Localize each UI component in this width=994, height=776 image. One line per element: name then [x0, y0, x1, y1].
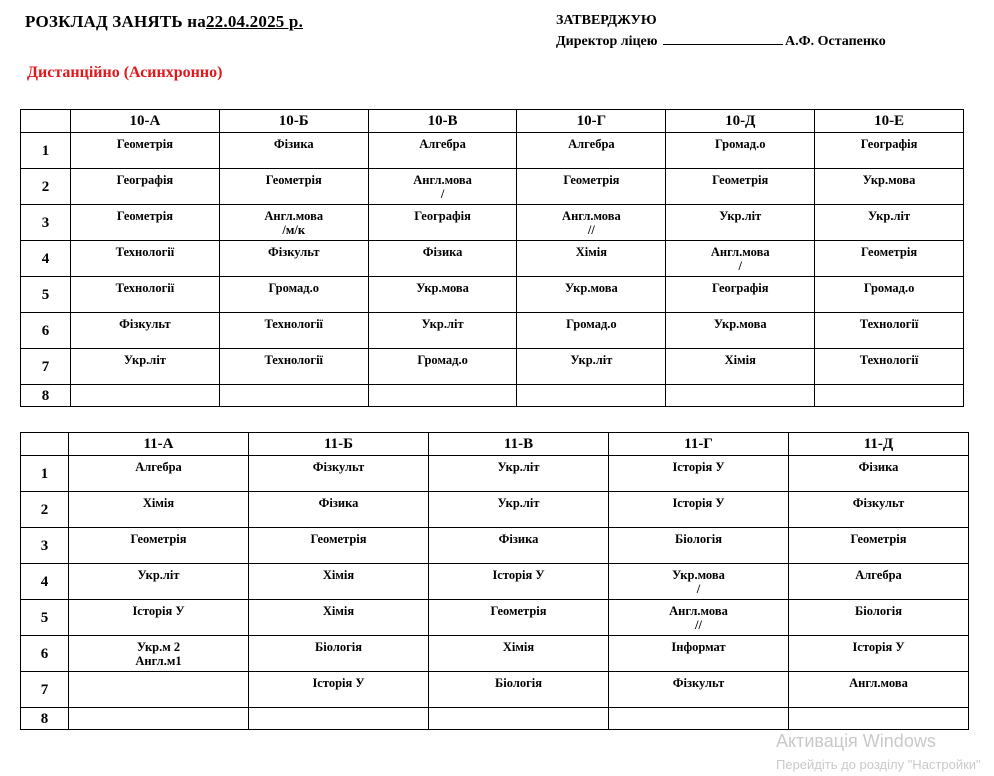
- subject-cell: [368, 313, 517, 349]
- lesson-number: 6: [21, 636, 69, 672]
- subject-name: Географія: [860, 137, 918, 151]
- subject-name: Громад.о: [417, 353, 468, 367]
- subject-cell: [666, 133, 815, 169]
- table-row: [21, 708, 969, 730]
- subject-cell: [789, 636, 969, 672]
- subject-name: Громад.о: [268, 281, 319, 295]
- subject-name: Хімія: [322, 604, 355, 618]
- lesson-number: 8: [21, 708, 69, 730]
- subject-name: [69, 708, 248, 712]
- approve-position: Директор ліцею: [556, 34, 658, 49]
- class-header: 10-Б: [219, 110, 368, 133]
- subject-name: Фізкульт: [852, 496, 905, 510]
- subject-name: Технології: [264, 353, 324, 367]
- subject-cell: [666, 277, 815, 313]
- subject-cell: [429, 600, 609, 636]
- subject-cell: [249, 708, 429, 730]
- subject-name: Технології: [115, 245, 175, 259]
- subject-name: Фізика: [273, 137, 314, 151]
- subject-cell: [429, 636, 609, 672]
- table-row: [21, 492, 969, 528]
- subject-cell: [789, 528, 969, 564]
- subject-name: Фізика: [318, 496, 359, 510]
- lesson-number: 6: [21, 313, 71, 349]
- subject-name: Фізика: [498, 532, 539, 546]
- subject-cell: [815, 241, 964, 277]
- subject-name: [220, 385, 368, 389]
- subject-name: Англ.мова //: [669, 604, 728, 632]
- subject-cell: [368, 169, 517, 205]
- subject-name: Геометрія: [116, 209, 173, 223]
- subject-name: Укр.літ: [868, 209, 911, 223]
- subject-cell: [69, 600, 249, 636]
- class-header: 11-А: [69, 433, 249, 456]
- watermark-line2: Перейдіть до розділу "Настройки": [776, 757, 981, 772]
- learning-mode: Дистанційно (Асинхронно): [27, 64, 223, 81]
- subject-name: Англ.мова: [849, 676, 908, 690]
- class-header: 11-Б: [249, 433, 429, 456]
- subject-name: Укр.літ: [123, 353, 166, 367]
- subject-name: Хімія: [502, 640, 535, 654]
- subject-cell: [429, 456, 609, 492]
- subject-cell: [368, 349, 517, 385]
- subject-cell: [249, 600, 429, 636]
- approve-title: ЗАТВЕРДЖУЮ: [556, 13, 657, 28]
- subject-cell: [789, 564, 969, 600]
- subject-cell: [815, 313, 964, 349]
- subject-cell: [249, 492, 429, 528]
- subject-name: Укр.літ: [497, 460, 540, 474]
- subject-name: Алгебра: [855, 568, 902, 582]
- subject-name: Технології: [115, 281, 175, 295]
- table-row: [21, 456, 969, 492]
- class-header: 11-Г: [609, 433, 789, 456]
- subject-name: Англ.мова /м/к: [264, 209, 324, 237]
- table-row: [21, 241, 964, 277]
- subject-name: Технології: [859, 353, 919, 367]
- subject-cell: [429, 492, 609, 528]
- subject-name: [517, 385, 665, 389]
- subject-name: [249, 708, 428, 712]
- subject-name: Укр.мова /: [672, 568, 725, 596]
- subject-name: Укр.літ: [570, 353, 613, 367]
- subject-name: Геометрія: [116, 137, 173, 151]
- subject-cell: [517, 313, 666, 349]
- lesson-number: 4: [21, 241, 71, 277]
- subject-name: Технології: [264, 317, 324, 331]
- subject-name: [71, 385, 219, 389]
- subject-cell: [368, 205, 517, 241]
- subject-name: Алгебра: [135, 460, 182, 474]
- subject-cell: [249, 636, 429, 672]
- grade11-schedule-table: [20, 432, 969, 730]
- subject-cell: [609, 456, 789, 492]
- windows-activation-watermark: [776, 730, 981, 772]
- class-header: 10-Г: [517, 110, 666, 133]
- title-prefix: РОЗКЛАД ЗАНЯТЬ на: [25, 12, 206, 31]
- subject-name: [789, 708, 968, 712]
- table-header-row: [21, 433, 969, 456]
- subject-cell: [789, 456, 969, 492]
- subject-name: Громад.о: [566, 317, 617, 331]
- subject-cell: [71, 313, 220, 349]
- subject-cell: [815, 385, 964, 407]
- subject-cell: [815, 205, 964, 241]
- subject-cell: [69, 708, 249, 730]
- subject-cell: [219, 169, 368, 205]
- class-header: 10-Е: [815, 110, 964, 133]
- subject-cell: [219, 241, 368, 277]
- subject-name: Укр.літ: [421, 317, 464, 331]
- subject-cell: [609, 600, 789, 636]
- subject-name: Історія У: [492, 568, 545, 582]
- subject-cell: [249, 528, 429, 564]
- subject-cell: [69, 636, 249, 672]
- subject-cell: [666, 169, 815, 205]
- subject-cell: [368, 385, 517, 407]
- table-row: [21, 277, 964, 313]
- subject-cell: [666, 385, 815, 407]
- subject-cell: [609, 528, 789, 564]
- subject-cell: [609, 492, 789, 528]
- subject-cell: [219, 349, 368, 385]
- class-header: 10-А: [71, 110, 220, 133]
- lesson-number: 7: [21, 349, 71, 385]
- subject-cell: [69, 492, 249, 528]
- subject-cell: [609, 708, 789, 730]
- subject-cell: [517, 385, 666, 407]
- subject-name: Фізкульт: [268, 245, 320, 259]
- subject-name: Географія: [414, 209, 471, 223]
- subject-cell: [517, 241, 666, 277]
- subject-cell: [69, 528, 249, 564]
- subject-cell: [517, 205, 666, 241]
- subject-cell: [517, 169, 666, 205]
- subject-name: [369, 385, 517, 389]
- subject-cell: [368, 241, 517, 277]
- subject-cell: [789, 492, 969, 528]
- subject-name: Технології: [859, 317, 919, 331]
- subject-name: Історія У: [672, 460, 725, 474]
- subject-name: Геометрія: [861, 245, 918, 259]
- lesson-number: 2: [21, 492, 69, 528]
- subject-cell: [609, 672, 789, 708]
- lesson-number: 1: [21, 456, 69, 492]
- subject-cell: [429, 708, 609, 730]
- class-header: 10-Д: [666, 110, 815, 133]
- table-row: [21, 169, 964, 205]
- subject-cell: [368, 277, 517, 313]
- class-header: 11-Д: [789, 433, 969, 456]
- lesson-number-header: [21, 110, 71, 133]
- subject-name: Біологія: [855, 604, 902, 618]
- signature-line: [663, 32, 783, 45]
- subject-cell: [71, 205, 220, 241]
- subject-name: Англ.мова //: [562, 209, 621, 237]
- subject-name: Громад.о: [863, 281, 915, 295]
- subject-name: Фізика: [858, 460, 899, 474]
- subject-cell: [71, 349, 220, 385]
- table-row: [21, 600, 969, 636]
- subject-cell: [815, 133, 964, 169]
- table-row: [21, 133, 964, 169]
- subject-name: Історія У: [852, 640, 905, 654]
- title-date: 22.04.2025 р.: [205, 12, 304, 31]
- approval-block: [556, 10, 886, 52]
- subject-cell: [71, 169, 220, 205]
- subject-name: Біологія: [675, 532, 722, 546]
- table-row: [21, 636, 969, 672]
- lesson-number: 1: [21, 133, 71, 169]
- lesson-number: 2: [21, 169, 71, 205]
- class-header: 10-В: [368, 110, 517, 133]
- subject-cell: [249, 672, 429, 708]
- subject-name: Громад.о: [714, 137, 766, 151]
- subject-name: Геометрія: [712, 173, 769, 187]
- subject-cell: [517, 349, 666, 385]
- subject-name: Фізкульт: [119, 317, 171, 331]
- subject-cell: [517, 133, 666, 169]
- subject-cell: [219, 205, 368, 241]
- subject-name: [815, 385, 963, 389]
- subject-cell: [666, 241, 815, 277]
- subject-cell: [71, 133, 220, 169]
- subject-name: Геометрія: [265, 173, 322, 187]
- subject-name: Хімія: [322, 568, 355, 582]
- subject-cell: [666, 313, 815, 349]
- subject-cell: [69, 456, 249, 492]
- grade10-schedule-table: [20, 109, 964, 407]
- subject-name: Історія У: [312, 676, 365, 690]
- subject-name: Укр.літ: [137, 568, 180, 582]
- subject-name: Біологія: [315, 640, 362, 654]
- subject-name: Географія: [711, 281, 769, 295]
- subject-cell: [789, 600, 969, 636]
- lesson-number: 4: [21, 564, 69, 600]
- subject-name: Географія: [116, 173, 174, 187]
- subject-cell: [249, 564, 429, 600]
- subject-name: Геометрія: [850, 532, 907, 546]
- subject-name: Укр.мова: [713, 317, 767, 331]
- subject-cell: [219, 277, 368, 313]
- subject-cell: [219, 385, 368, 407]
- subject-cell: [609, 564, 789, 600]
- subject-name: Фізкульт: [312, 460, 365, 474]
- subject-name: Англ.мова /: [413, 173, 472, 201]
- lesson-number: 3: [21, 205, 71, 241]
- table-row: [21, 349, 964, 385]
- subject-cell: [69, 564, 249, 600]
- subject-name: Укр.м 2 Англ.м1: [135, 640, 182, 668]
- watermark-line1: Активація Windows: [776, 731, 936, 751]
- subject-name: Геометрія: [563, 173, 620, 187]
- subject-cell: [69, 672, 249, 708]
- schedule-title: [25, 12, 303, 32]
- subject-cell: [429, 564, 609, 600]
- subject-cell: [666, 205, 815, 241]
- subject-cell: [517, 277, 666, 313]
- subject-name: Фізкульт: [672, 676, 725, 690]
- lesson-number: 3: [21, 528, 69, 564]
- subject-name: Укр.мова: [416, 281, 469, 295]
- subject-name: Укр.літ: [719, 209, 762, 223]
- subject-cell: [71, 277, 220, 313]
- subject-cell: [368, 133, 517, 169]
- subject-name: Хімія: [142, 496, 175, 510]
- subject-cell: [815, 349, 964, 385]
- subject-cell: [249, 456, 429, 492]
- lesson-number: 5: [21, 600, 69, 636]
- subject-name: Укр.мова: [862, 173, 916, 187]
- subject-name: Англ.мова /: [710, 245, 770, 273]
- table-row: [21, 528, 969, 564]
- subject-name: Історія У: [132, 604, 185, 618]
- lesson-number-header: [21, 433, 69, 456]
- subject-name: Геометрія: [130, 532, 187, 546]
- approve-line: [556, 31, 886, 52]
- table-header-row: [21, 110, 964, 133]
- subject-name: [69, 672, 248, 676]
- lesson-number: 8: [21, 385, 71, 407]
- subject-name: [666, 385, 814, 389]
- subject-cell: [789, 672, 969, 708]
- table-row: [21, 385, 964, 407]
- subject-name: Хімія: [575, 245, 608, 259]
- subject-cell: [429, 672, 609, 708]
- table-row: [21, 205, 964, 241]
- subject-cell: [789, 708, 969, 730]
- subject-cell: [815, 169, 964, 205]
- subject-cell: [815, 277, 964, 313]
- subject-name: Геометрія: [310, 532, 367, 546]
- lesson-number: 5: [21, 277, 71, 313]
- table-row: [21, 313, 964, 349]
- subject-name: Укр.мова: [565, 281, 618, 295]
- subject-name: Хімія: [724, 353, 756, 367]
- subject-cell: [71, 241, 220, 277]
- subject-name: [429, 708, 608, 712]
- lesson-number: 7: [21, 672, 69, 708]
- table-row: [21, 564, 969, 600]
- subject-cell: [609, 636, 789, 672]
- subject-cell: [219, 133, 368, 169]
- subject-name: Геометрія: [490, 604, 547, 618]
- class-header: 11-В: [429, 433, 609, 456]
- table-row: [21, 672, 969, 708]
- subject-cell: [219, 313, 368, 349]
- subject-name: [609, 708, 788, 712]
- subject-cell: [429, 528, 609, 564]
- subject-name: Історія У: [672, 496, 725, 510]
- subject-name: Фізика: [422, 245, 463, 259]
- subject-cell: [666, 349, 815, 385]
- subject-name: Інформат: [671, 640, 726, 654]
- subject-name: Біологія: [495, 676, 542, 690]
- subject-name: Алгебра: [568, 137, 615, 151]
- subject-name: Укр.літ: [497, 496, 540, 510]
- subject-name: Алгебра: [419, 137, 466, 151]
- approve-name: А.Ф. Остапенко: [784, 34, 886, 49]
- subject-cell: [71, 385, 220, 407]
